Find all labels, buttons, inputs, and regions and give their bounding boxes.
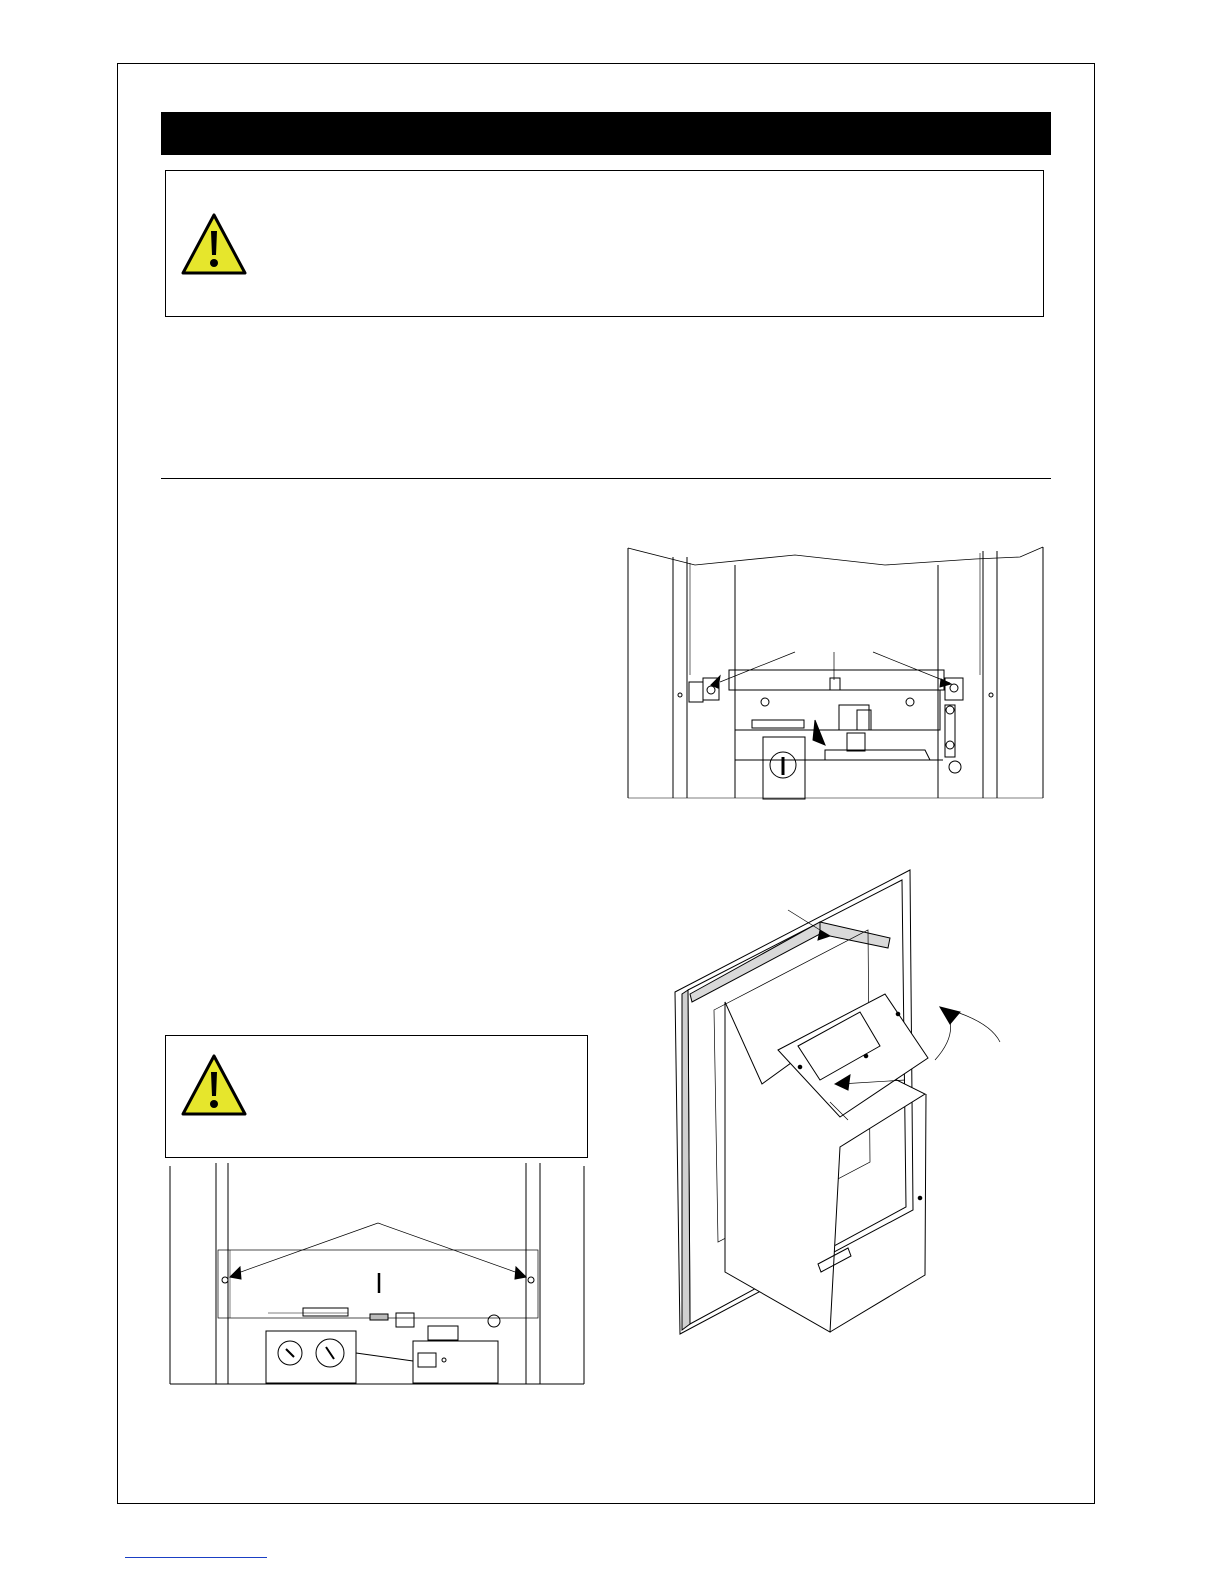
- section-title-bar: [161, 112, 1051, 155]
- section-divider: [161, 478, 1051, 479]
- figure-burner-cover-screws: [168, 1163, 586, 1385]
- caution-exclamation-icon: [180, 211, 248, 279]
- caution-exclamation-icon: [180, 1052, 248, 1120]
- figure-door-gasket: [670, 862, 1015, 1347]
- warning-box-bottom: [165, 1035, 588, 1158]
- figure-burner-access: [625, 545, 1045, 800]
- warning-box-top: [165, 170, 1044, 317]
- footer-link-underline: [125, 1557, 267, 1558]
